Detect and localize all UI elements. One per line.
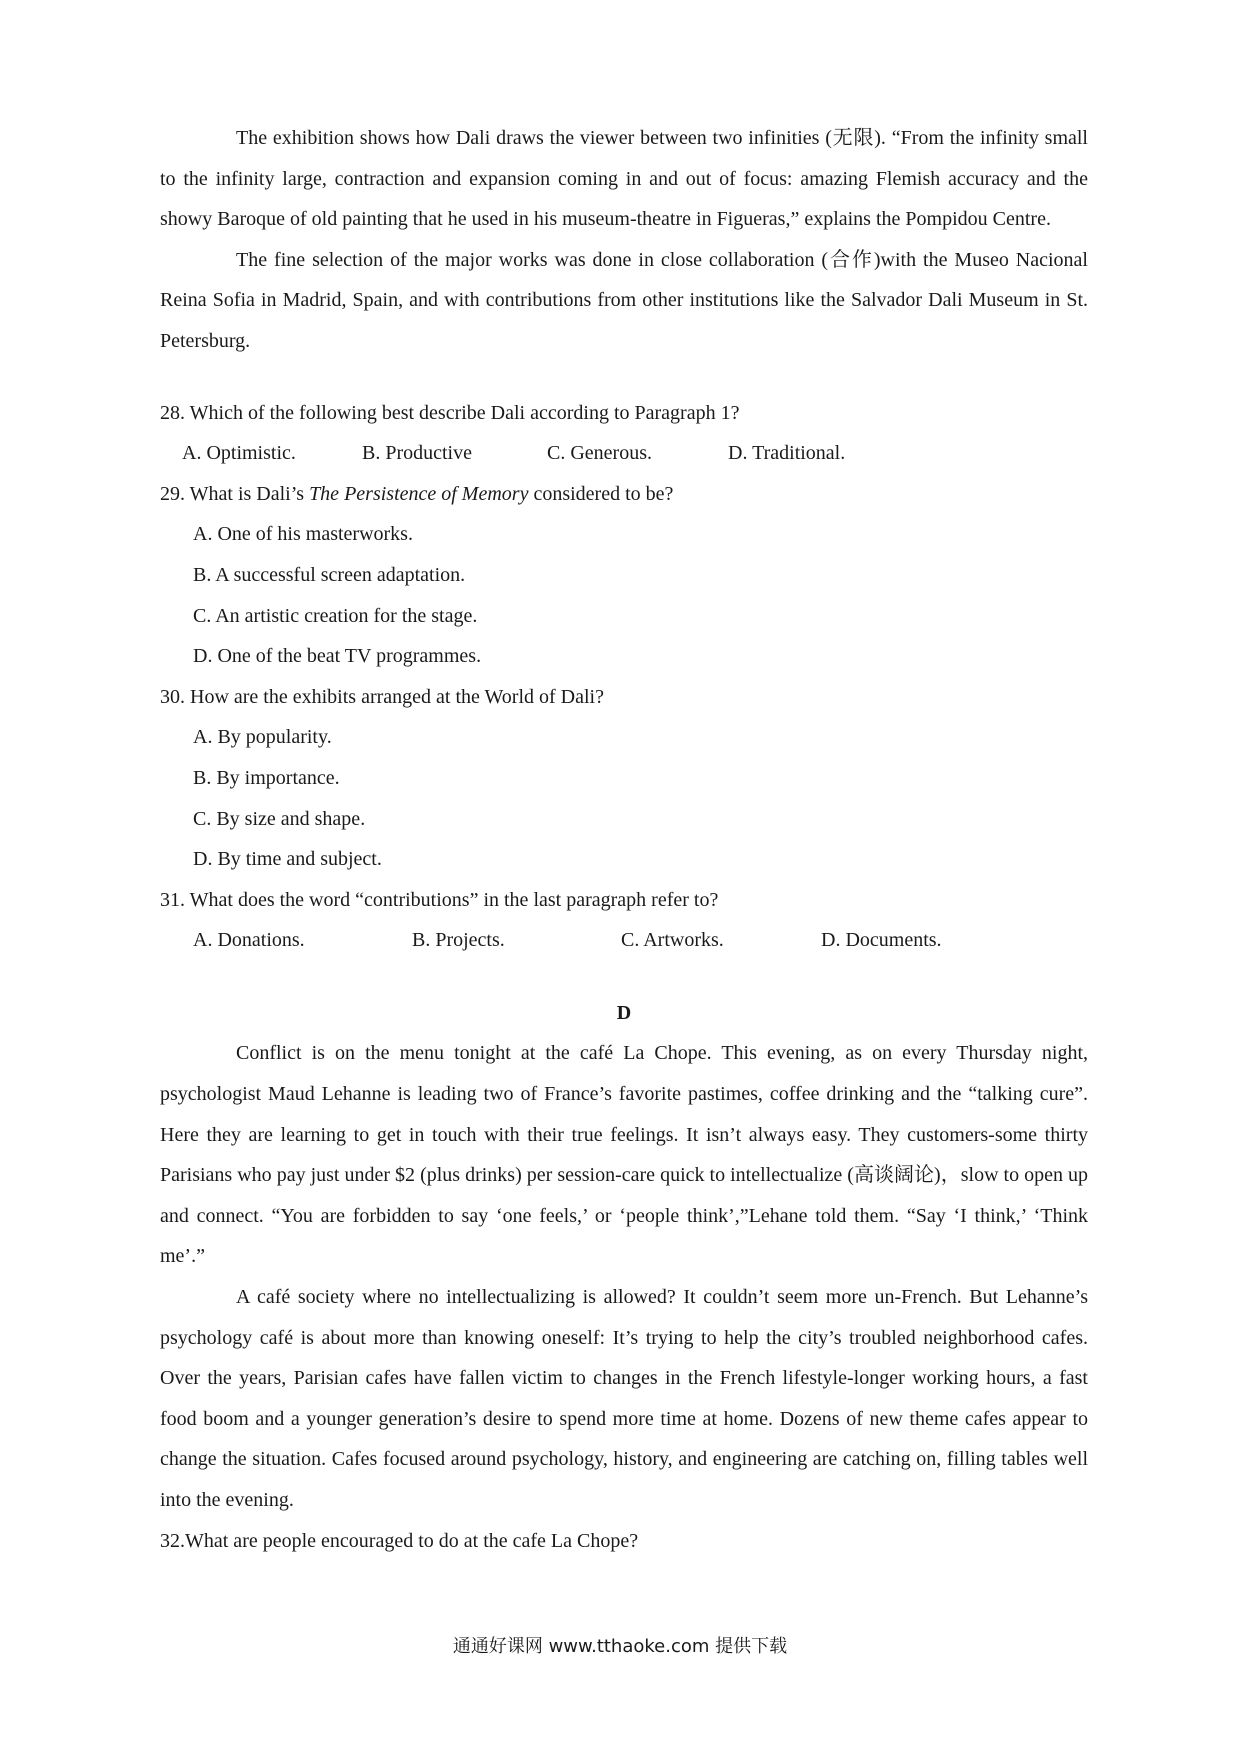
option-a: A. Donations. (193, 929, 305, 952)
option-c: C. By size and shape. (193, 807, 366, 830)
question-31-options (160, 920, 1088, 961)
question-28-options (160, 433, 1088, 474)
option-d: D. Traditional. (728, 442, 846, 465)
question-29-stem-start: 29. What is Dali’s (160, 482, 310, 505)
passage-c-paragraph-4: The fine selection of the major works was done in close collaboration (合作)with the Museo Nacional Reina Sofia in Madrid, Spain, and with contributions from other institutions like the Salvador Dali Museum in St. Petersburg. (160, 248, 1088, 352)
question-29 (160, 474, 1088, 515)
question-30-options (160, 717, 1088, 879)
question-29-options (160, 514, 1088, 676)
option-b: B. Projects. (412, 929, 505, 952)
option-a: A. One of his masterworks. (193, 523, 413, 546)
option-a: A. Optimistic. (182, 442, 296, 465)
option-d: D. Documents. (821, 929, 942, 952)
question-32: 32.What are people encouraged to do at the cafe La Chope? (160, 1529, 639, 1552)
option-c: C. An artistic creation for the stage. (193, 604, 478, 627)
question-29-work-title: The Persistence of Memory (309, 482, 529, 505)
section-heading-d: D (616, 1001, 632, 1024)
option-c: C. Generous. (547, 442, 652, 465)
question-29-stem-end: considered to be? (528, 482, 674, 505)
option-d: D. By time and subject. (193, 848, 382, 871)
question-31: 31. What does the word “contributions” in the last paragraph refer to? (160, 888, 719, 911)
option-b: B. A successful screen adaptation. (193, 563, 466, 586)
option-d: D. One of the beat TV programmes. (193, 645, 482, 668)
option-b: B. By importance. (193, 766, 340, 789)
question-28: 28. Which of the following best describe Dali according to Paragraph 1? (160, 401, 740, 424)
option-c: C. Artworks. (621, 929, 724, 952)
question-30: 30. How are the exhibits arranged at the World of Dali? (160, 685, 604, 708)
page-footer: 通通好课网 www.tthaoke.com 提供下载 (452, 1636, 788, 1657)
option-b: B. Productive (362, 442, 472, 465)
document-page (160, 118, 1088, 1561)
passage-d-paragraph-2: A café society where no intellectualizing is allowed? It couldn’t seem more un-French. But Lehanne’s psychology café is about more than knowing oneself: It’s trying to help the city’s troubled neighborhood cafes. Over the years, Parisian cafes have fallen victim to changes in the French lifestyle-longer working hours, a fast food boom and a younger generation’s desire to spend more time at home. Dozens of new theme cafes appear to change the situation. Cafes focused around psychology, history, and engineering are catching on, filling tables well into the evening. (160, 1286, 1088, 1511)
option-a: A. By popularity. (193, 726, 332, 749)
passage-c-paragraph-3: The exhibition shows how Dali draws the viewer between two infinities (无限). “From the infinity small to the infinity large, contraction and expansion coming in and out of focus: amazing Flemish accuracy and the showy Baroque of old painting that he used in his museum-theatre in Figueras,” explains the Pompidou Centre. (160, 127, 1088, 231)
passage-d-paragraph-1: Conflict is on the menu tonight at the café La Chope. This evening, as on every Thursday night, psychologist Maud Lehanne is leading two of France’s favorite pastimes, coffee drinking and the “talking cure”. Here they are learning to get in touch with their true feelings. It isn’t always easy. They customers-some thirty Parisians who pay just under $2 (plus drinks) per session-care quick to intellectualize (高谈阔论)，slow to open up and connect. “You are forbidden to say ‘one feels,’ or ‘people think’,”Lehane told them. “Say ‘I think,’ ‘Think me’.” (160, 1042, 1088, 1268)
